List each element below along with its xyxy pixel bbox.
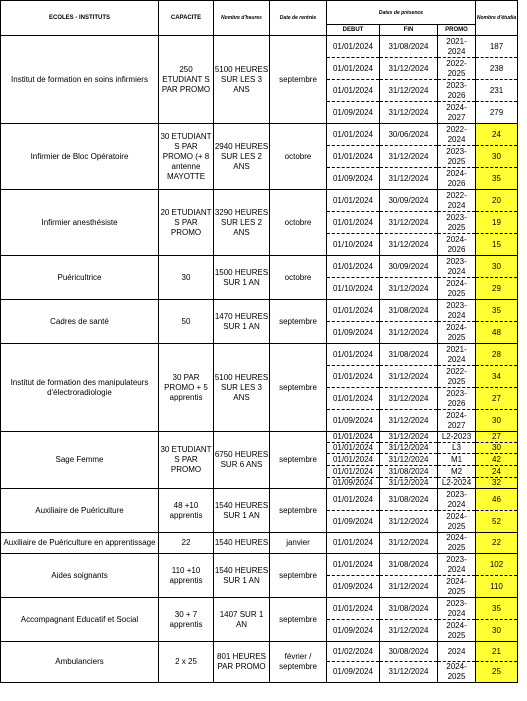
- school-capacite: 30: [159, 256, 214, 300]
- nombre-etudiants: 20: [476, 190, 518, 212]
- date-debut: 01/01/2024: [327, 36, 380, 58]
- date-debut: 01/09/2024: [327, 478, 380, 489]
- date-fin: 31/12/2024: [380, 58, 438, 80]
- school-capacite: 50: [159, 300, 214, 344]
- date-fin: 31/12/2024: [380, 80, 438, 102]
- date-fin: 31/12/2024: [380, 511, 438, 533]
- nombre-etudiants: 34: [476, 366, 518, 388]
- date-fin: 31/12/2024: [380, 576, 438, 598]
- school-capacite: 110 +10 apprentis: [159, 554, 214, 598]
- header-nombre-heures: Nombre d'heures: [214, 1, 270, 36]
- table-row: [1, 256, 518, 278]
- nombre-etudiants: 35: [476, 300, 518, 322]
- header-ecoles: ECOLES - INSTITUTS: [1, 1, 159, 36]
- promo: 2022-2025: [438, 366, 476, 388]
- school-capacite: 22: [159, 533, 214, 554]
- date-debut: 01/01/2024: [327, 432, 380, 443]
- school-heures: 1540 HEURES: [214, 533, 270, 554]
- promo: 2024-2027: [438, 410, 476, 432]
- date-fin: 31/12/2024: [380, 478, 438, 489]
- date-debut: 01/09/2024: [327, 410, 380, 432]
- date-debut: 01/09/2024: [327, 511, 380, 533]
- promo: 2024-2027: [438, 102, 476, 124]
- date-debut: 01/01/2024: [327, 554, 380, 576]
- header-promo: PROMO: [438, 25, 476, 36]
- school-capacite: 30 + 7 apprentis: [159, 598, 214, 642]
- nombre-etudiants: 35: [476, 598, 518, 620]
- date-fin: 31/12/2024: [380, 366, 438, 388]
- date-fin: 31/12/2024: [380, 533, 438, 554]
- table-row: [1, 432, 518, 443]
- promo: 2023-2026: [438, 388, 476, 410]
- school-capacite: 30 ETUDIANT S PAR PROMO: [159, 432, 214, 489]
- school-heures: 801 HEURES PAR PROMO: [214, 642, 270, 683]
- promo: M1: [438, 454, 476, 466]
- date-debut: 01/10/2024: [327, 278, 380, 300]
- date-fin: 31/08/2024: [380, 36, 438, 58]
- date-fin: 30/06/2024: [380, 124, 438, 146]
- nombre-etudiants: 42: [476, 454, 518, 466]
- school-heures: 1500 HEURES SUR 1 AN: [214, 256, 270, 300]
- table-row: [1, 533, 518, 554]
- school-capacite: 2 x 25: [159, 642, 214, 683]
- school-rentree: septembre: [270, 489, 327, 533]
- date-debut: 01/09/2024: [327, 620, 380, 642]
- school-name: Accompagnant Educatif et Social: [1, 598, 159, 642]
- nombre-etudiants: 25: [476, 662, 518, 683]
- date-fin: 31/12/2024: [380, 620, 438, 642]
- school-rentree: septembre: [270, 300, 327, 344]
- date-fin: 30/09/2024: [380, 190, 438, 212]
- promo: 2024: [438, 642, 476, 662]
- school-rentree: septembre: [270, 36, 327, 124]
- promo: 2021-2024: [438, 36, 476, 58]
- date-debut: 01/01/2024: [327, 80, 380, 102]
- promo: 2024-2025: [438, 662, 476, 683]
- date-debut: 01/01/2024: [327, 466, 380, 478]
- promo: 2022-2024: [438, 124, 476, 146]
- school-rentree: octobre: [270, 256, 327, 300]
- promo: M2: [438, 466, 476, 478]
- date-debut: 01/01/2024: [327, 454, 380, 466]
- promo: 2023-2026: [438, 80, 476, 102]
- school-capacite: 250 ETUDIANT S PAR PROMO: [159, 36, 214, 124]
- school-heures: 1540 HEURES SUR 1 AN: [214, 489, 270, 533]
- school-name: Aides soignants: [1, 554, 159, 598]
- date-debut: 01/01/2024: [327, 388, 380, 410]
- promo: 2024-2025: [438, 576, 476, 598]
- school-name: Infirmier de Bloc Opératoire: [1, 124, 159, 190]
- nombre-etudiants: 21: [476, 642, 518, 662]
- nombre-etudiants: 32: [476, 478, 518, 489]
- date-debut: 01/02/2024: [327, 642, 380, 662]
- school-heures: 1407 SUR 1 AN: [214, 598, 270, 642]
- school-name: Institut de formation en soins infirmiers: [1, 36, 159, 124]
- date-debut: 01/01/2024: [327, 124, 380, 146]
- date-fin: 31/12/2024: [380, 432, 438, 443]
- date-fin: 31/08/2024: [380, 300, 438, 322]
- promo: 2023-2025: [438, 146, 476, 168]
- date-fin: 31/12/2024: [380, 322, 438, 344]
- nombre-etudiants: 187: [476, 36, 518, 58]
- date-debut: 01/01/2024: [327, 598, 380, 620]
- nombre-etudiants: 30: [476, 620, 518, 642]
- date-debut: 01/01/2024: [327, 300, 380, 322]
- promo: 2024-2025: [438, 533, 476, 554]
- header-nombre-etudiants: Nombre d'étudia: [476, 1, 518, 36]
- school-heures: 3290 HEURES SUR LES 2 ANS: [214, 190, 270, 256]
- nombre-etudiants: 19: [476, 212, 518, 234]
- date-debut: 01/01/2024: [327, 212, 380, 234]
- nombre-etudiants: 27: [476, 432, 518, 443]
- date-debut: 01/01/2024: [327, 256, 380, 278]
- date-debut: 01/01/2024: [327, 190, 380, 212]
- promo: 2024-2025: [438, 620, 476, 642]
- table-row: [1, 190, 518, 212]
- date-debut: 01/09/2024: [327, 576, 380, 598]
- date-fin: 30/09/2024: [380, 256, 438, 278]
- header-fin: FIN: [380, 25, 438, 36]
- school-heures: 2940 HEURES SUR LES 2 ANS: [214, 124, 270, 190]
- date-debut: 01/09/2024: [327, 662, 380, 683]
- school-rentree: septembre: [270, 554, 327, 598]
- promo: 2023-2024: [438, 256, 476, 278]
- promo: 2022-2024: [438, 190, 476, 212]
- table-row: [1, 124, 518, 146]
- date-fin: 31/12/2024: [380, 212, 438, 234]
- nombre-etudiants: 29: [476, 278, 518, 300]
- promo: L3: [438, 443, 476, 454]
- promo: 2023-2025: [438, 212, 476, 234]
- promo: 2024-2026: [438, 168, 476, 190]
- nombre-etudiants: 30: [476, 146, 518, 168]
- school-capacite: 20 ETUDIANT S PAR PROMO: [159, 190, 214, 256]
- school-rentree: octobre: [270, 190, 327, 256]
- date-debut: 01/01/2024: [327, 443, 380, 454]
- header-dates-presence: Dates de présence: [327, 1, 476, 25]
- nombre-etudiants: 27: [476, 388, 518, 410]
- date-fin: 31/08/2024: [380, 489, 438, 511]
- date-fin: 31/12/2024: [380, 278, 438, 300]
- school-capacite: 30 ETUDIANT S PAR PROMO (+ 8 antenne MAYOTTE: [159, 124, 214, 190]
- date-debut: 01/09/2024: [327, 322, 380, 344]
- date-fin: 31/08/2024: [380, 554, 438, 576]
- school-rentree: septembre: [270, 432, 327, 489]
- nombre-etudiants: 24: [476, 466, 518, 478]
- school-heures: 6750 HEURES SUR 6 ANS: [214, 432, 270, 489]
- promo: 2023-2024: [438, 300, 476, 322]
- date-fin: 31/12/2024: [380, 388, 438, 410]
- promo: L2-2024: [438, 478, 476, 489]
- school-rentree: septembre: [270, 344, 327, 432]
- nombre-etudiants: 52: [476, 511, 518, 533]
- table-row: [1, 344, 518, 366]
- date-fin: 31/12/2024: [380, 234, 438, 256]
- nombre-etudiants: 28: [476, 344, 518, 366]
- date-fin: 31/08/2024: [380, 598, 438, 620]
- promo: 2024-2025: [438, 511, 476, 533]
- school-name: Cadres de santé: [1, 300, 159, 344]
- promo: 2023-2024: [438, 554, 476, 576]
- date-fin: 31/12/2024: [380, 102, 438, 124]
- school-rentree: janvier: [270, 533, 327, 554]
- date-debut: 01/01/2024: [327, 533, 380, 554]
- date-fin: 31/12/2024: [380, 410, 438, 432]
- nombre-etudiants: 231: [476, 80, 518, 102]
- date-fin: 31/12/2024: [380, 454, 438, 466]
- nombre-etudiants: 24: [476, 124, 518, 146]
- nombre-etudiants: 30: [476, 410, 518, 432]
- date-debut: 01/01/2024: [327, 489, 380, 511]
- table-row: [1, 300, 518, 322]
- header-date-rentree: Date de rentrée: [270, 1, 327, 36]
- promo: 2024-2025: [438, 322, 476, 344]
- school-name: Auxiliaire de Puériculture en apprentissage: [1, 533, 159, 554]
- table-row: [1, 642, 518, 662]
- header-debut: DEBUT: [327, 25, 380, 36]
- table-row: [1, 36, 518, 58]
- nombre-etudiants: 48: [476, 322, 518, 344]
- school-name: Institut de formation des manipulateurs d'électroradiologie: [1, 344, 159, 432]
- date-fin: 31/12/2024: [380, 662, 438, 683]
- nombre-etudiants: 238: [476, 58, 518, 80]
- school-name: Sage Femme: [1, 432, 159, 489]
- date-fin: 31/12/2024: [380, 168, 438, 190]
- school-name: Auxiliaire de Puériculture: [1, 489, 159, 533]
- school-capacite: 48 +10 apprentis: [159, 489, 214, 533]
- date-debut: 01/09/2024: [327, 168, 380, 190]
- nombre-etudiants: 22: [476, 533, 518, 554]
- date-fin: 31/08/2024: [380, 466, 438, 478]
- nombre-etudiants: 279: [476, 102, 518, 124]
- date-debut: 01/01/2024: [327, 366, 380, 388]
- school-rentree: octobre: [270, 124, 327, 190]
- school-capacite: 30 PAR PROMO + 5 apprentis: [159, 344, 214, 432]
- promo: 2024-2026: [438, 234, 476, 256]
- nombre-etudiants: 35: [476, 168, 518, 190]
- date-fin: 30/08/2024: [380, 642, 438, 662]
- nombre-etudiants: 30: [476, 256, 518, 278]
- promo: L2-2023: [438, 432, 476, 443]
- nombre-etudiants: 46: [476, 489, 518, 511]
- school-heures: 5100 HEURES SUR LES 3 ANS: [214, 36, 270, 124]
- table-row: [1, 489, 518, 511]
- promo: 2022-2025: [438, 58, 476, 80]
- promo: 2021-2024: [438, 344, 476, 366]
- school-rentree: février / septembre: [270, 642, 327, 683]
- table-row: [1, 554, 518, 576]
- date-debut: 01/01/2024: [327, 344, 380, 366]
- header-capacite: CAPACITE: [159, 1, 214, 36]
- promo: 2023-2024: [438, 598, 476, 620]
- school-rentree: septembre: [270, 598, 327, 642]
- nombre-etudiants: 102: [476, 554, 518, 576]
- promo: 2023-2024: [438, 489, 476, 511]
- school-name: Infirmier anesthésiste: [1, 190, 159, 256]
- school-heures: 1540 HEURES SUR 1 AN: [214, 554, 270, 598]
- table-row: [1, 598, 518, 620]
- school-name: Ambulanciers: [1, 642, 159, 683]
- school-name: Puéricultrice: [1, 256, 159, 300]
- nombre-etudiants: 15: [476, 234, 518, 256]
- date-debut: 01/09/2024: [327, 102, 380, 124]
- date-debut: 01/01/2024: [327, 58, 380, 80]
- date-fin: 31/08/2024: [380, 344, 438, 366]
- school-heures: 5100 HEURES SUR LES 3 ANS: [214, 344, 270, 432]
- nombre-etudiants: 30: [476, 443, 518, 454]
- date-debut: 01/10/2024: [327, 234, 380, 256]
- date-debut: 01/01/2024: [327, 146, 380, 168]
- nombre-etudiants: 110: [476, 576, 518, 598]
- school-heures: 1470 HEURES SUR 1 AN: [214, 300, 270, 344]
- date-fin: 31/12/2024: [380, 443, 438, 454]
- schools-body: [1, 36, 518, 683]
- promo: 2024-2025: [438, 278, 476, 300]
- date-fin: 31/12/2024: [380, 146, 438, 168]
